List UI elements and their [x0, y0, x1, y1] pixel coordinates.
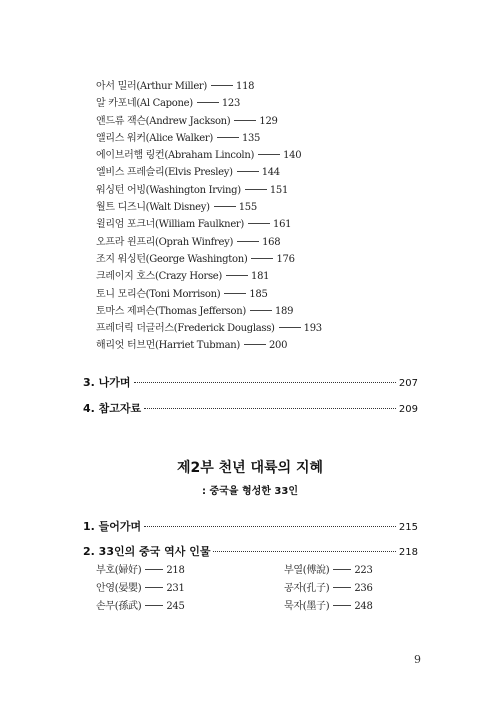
- leader-line: [211, 85, 233, 86]
- leader-line: [251, 258, 273, 259]
- leader-line: [237, 241, 259, 242]
- toc-entry[interactable]: [96, 199, 322, 216]
- entry-page: 144: [261, 167, 280, 179]
- toc-entry[interactable]: [96, 597, 185, 612]
- entry-page: 168: [262, 236, 281, 248]
- entry-page: 248: [354, 601, 373, 612]
- entry-page: 118: [236, 81, 255, 92]
- entry-page: 155: [238, 202, 257, 214]
- entry-name: 알 카포네(Al Capone): [96, 98, 193, 110]
- leader-line: [217, 137, 239, 138]
- toc-section-closing[interactable]: [83, 374, 418, 390]
- toc-entry[interactable]: [96, 286, 322, 303]
- leader-line: [245, 189, 267, 190]
- leader-line: [197, 102, 219, 103]
- entry-name: 토니 모리슨(Toni Morrison): [96, 288, 221, 300]
- leader-line: [145, 569, 163, 570]
- toc-entry[interactable]: [96, 234, 322, 251]
- toc-entry[interactable]: [96, 251, 322, 268]
- entry-page: 200: [269, 340, 288, 352]
- dot-leader: [134, 382, 396, 383]
- entry-name: 월트 디즈니(Walt Disney): [96, 202, 210, 214]
- leader-line: [237, 171, 259, 172]
- entry-page: 140: [283, 150, 302, 162]
- entry-page: 185: [249, 288, 268, 300]
- entry-page: 135: [241, 132, 261, 144]
- entry-page: 129: [259, 115, 278, 127]
- toc-entry[interactable]: [96, 268, 322, 285]
- dot-leader: [144, 526, 396, 527]
- toc-entry[interactable]: [96, 320, 322, 337]
- entry-name: 묵자(墨子): [284, 601, 330, 612]
- entry-name: 조지 워싱턴(George Washington): [96, 253, 248, 265]
- toc-entry[interactable]: [96, 147, 322, 164]
- leader-line: [279, 327, 301, 328]
- toc-entry[interactable]: [96, 303, 322, 320]
- entry-page: 181: [251, 271, 270, 283]
- page-number: 9: [414, 653, 421, 666]
- leader-line: [248, 223, 270, 224]
- section-page: 215: [398, 522, 418, 533]
- leader-line: [333, 569, 351, 570]
- entry-name: 워싱턴 어빙(Washington Irving): [96, 184, 241, 196]
- entry-name: 엘비스 프레슬리(Elvis Presley): [96, 167, 233, 179]
- toc-entry[interactable]: [96, 182, 322, 199]
- dot-leader: [213, 551, 395, 552]
- entry-page: 231: [166, 583, 185, 594]
- entry-name: 크레이지 호스(Crazy Horse): [96, 271, 223, 283]
- toc-entry[interactable]: [96, 337, 322, 354]
- entry-name: 토마스 제퍼슨(Thomas Jefferson): [96, 305, 246, 317]
- dot-leader: [144, 408, 396, 409]
- toc-section-references[interactable]: [83, 400, 418, 416]
- entry-name: 프레더릭 더글러스(Frederick Douglass): [96, 323, 275, 335]
- section-label: 3. 나가며: [83, 376, 131, 389]
- entry-name: 공자(孔子): [284, 583, 330, 594]
- person-entry-list: [96, 78, 322, 355]
- toc-entry[interactable]: [96, 130, 322, 147]
- toc-section-intro[interactable]: [83, 518, 418, 534]
- toc-entry[interactable]: [284, 597, 373, 612]
- leader-line: [145, 587, 163, 588]
- entry-page: 176: [276, 253, 295, 265]
- toc-entry[interactable]: [96, 579, 185, 594]
- entry-page: 151: [269, 184, 289, 196]
- toc-entry[interactable]: [96, 216, 322, 233]
- entry-page: 123: [221, 98, 241, 110]
- leader-line: [244, 344, 266, 345]
- entry-name: 아서 밀러(Arthur Miller): [96, 81, 208, 92]
- section-page: 218: [398, 547, 418, 558]
- leader-line: [224, 293, 246, 294]
- entry-page: 161: [273, 219, 292, 231]
- entry-page: 223: [354, 565, 373, 576]
- section-page: 209: [398, 404, 418, 415]
- section-label: 2. 33인의 중국 역사 인물: [83, 545, 211, 558]
- entry-name: 해리엇 터브먼(Harriet Tubman): [96, 340, 240, 352]
- entry-name: 앤드류 잭슨(Andrew Jackson): [96, 115, 231, 127]
- entry-page: 193: [303, 323, 322, 335]
- toc-entry[interactable]: [284, 579, 373, 594]
- leader-line: [250, 310, 272, 311]
- leader-line: [333, 605, 351, 606]
- entry-name: 윌리엄 포크너(William Faulkner): [96, 219, 245, 231]
- toc-entry[interactable]: [96, 95, 322, 112]
- leader-line: [226, 275, 248, 276]
- section-label: 4. 참고자료: [83, 402, 142, 415]
- leader-line: [145, 605, 163, 606]
- toc-section-figures[interactable]: [83, 543, 418, 559]
- toc-entry[interactable]: [96, 78, 322, 95]
- entry-name: 오프라 윈프리(Oprah Winfrey): [96, 236, 234, 248]
- toc-entry[interactable]: [96, 113, 322, 130]
- leader-line: [333, 587, 351, 588]
- toc-entry[interactable]: [284, 561, 373, 576]
- entry-name: 손무(孫武): [96, 601, 142, 612]
- section-page: 207: [398, 378, 418, 389]
- entry-name: 부호(婦好): [96, 565, 142, 576]
- toc-entry[interactable]: [96, 164, 322, 181]
- entry-name: 앨리스 워커(Alice Walker): [96, 132, 213, 144]
- toc-entry[interactable]: [96, 561, 185, 576]
- part-title: 제2부 천년 대륙의 지혜: [176, 460, 324, 476]
- entry-name: 안영(晏嬰): [96, 583, 142, 594]
- part-subtitle: : 중국을 형성한 33인: [202, 486, 298, 497]
- leader-line: [258, 154, 280, 155]
- entry-page: 236: [354, 583, 373, 594]
- entry-page: 245: [166, 601, 185, 612]
- entry-page: 218: [166, 565, 185, 576]
- leader-line: [214, 206, 236, 207]
- entry-name: 부열(傅說): [284, 565, 330, 576]
- entry-name: 에이브러햄 링컨(Abraham Lincoln): [96, 150, 255, 162]
- section-label: 1. 들어가며: [83, 520, 142, 533]
- entry-page: 189: [274, 305, 294, 317]
- leader-line: [234, 120, 256, 121]
